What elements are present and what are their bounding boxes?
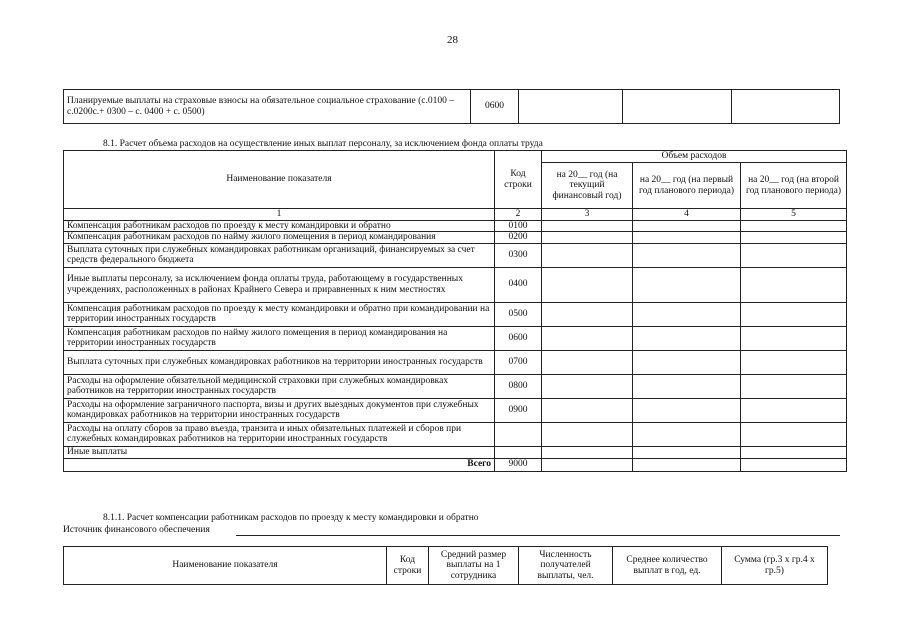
row-value-3 <box>741 374 847 398</box>
row-value-2 <box>633 398 741 422</box>
row-name: Компенсация работникам расходов по найму жилого помещения в период командирования на территории иностранных государств <box>64 326 495 350</box>
row-name: Расходы на оформление обязательной медицинской страховки при служебных командировках работников на территории иностранных государств <box>64 374 495 398</box>
source-label: Источник финансового обеспечения <box>63 525 210 535</box>
header-volume-group: Объем расходов <box>542 151 847 163</box>
total-value-2 <box>633 458 741 471</box>
row-value-2 <box>633 220 741 232</box>
header-year-1: на 20__ год (на текущий финансовый год) <box>542 163 633 209</box>
row-code <box>495 422 542 446</box>
row-name: Иные выплаты <box>64 446 495 458</box>
top-row-code: 0600 <box>471 90 519 124</box>
row-value-2 <box>633 422 741 446</box>
row-code: 0900 <box>495 398 542 422</box>
row-value-2 <box>633 232 741 244</box>
row-value-1 <box>542 243 633 267</box>
section-8-1-title: 8.1. Расчет объема расходов на осуществление иных выплат персоналу, за исключением фонда оплаты труда <box>103 139 543 149</box>
row-code: 0200 <box>495 232 542 244</box>
row-value-1 <box>542 302 633 326</box>
table-row <box>64 446 847 458</box>
row-value-3 <box>741 243 847 267</box>
row-value-1 <box>542 422 633 446</box>
row-name: Иные выплаты персоналу, за исключением фонда оплаты труда, работающему в государственных учреждениях, расположенных в районах Крайнего Севера и приравненных к ним местностях <box>64 267 495 302</box>
total-code: 9000 <box>495 458 542 471</box>
t2-header-recipients: Численность получателей выплаты, чел. <box>519 547 613 585</box>
header-code: Код строки <box>495 151 542 209</box>
row-code: 0400 <box>495 267 542 302</box>
table-row <box>64 232 847 244</box>
row-name: Расходы на оплату сборов за право въезда, транзита и иных обязательных платежей и сборов при служебных командировках работников на территории иностранных государств <box>64 422 495 446</box>
table-row <box>64 302 847 326</box>
row-value-2 <box>633 350 741 374</box>
col-number: 5 <box>741 209 847 221</box>
page-number: 28 <box>447 34 458 46</box>
row-code: 0100 <box>495 220 542 232</box>
expenses-table <box>63 150 847 472</box>
row-value-1 <box>542 232 633 244</box>
row-value-3 <box>741 422 847 446</box>
table-row <box>64 326 847 350</box>
top-row-name: Планируемые выплаты на страховые взносы на обязательное социальное страхование (с.0100 – с.0200с.+ 0300 – с. 0400 + с. 0500) <box>64 90 471 124</box>
header-year-3: на 20__ год (на второй год планового периода) <box>741 163 847 209</box>
table-row <box>64 267 847 302</box>
top-row-value-3 <box>732 90 840 124</box>
row-value-2 <box>633 374 741 398</box>
top-row-table <box>63 89 840 124</box>
row-code: 0700 <box>495 350 542 374</box>
row-value-2 <box>633 302 741 326</box>
row-value-1 <box>542 446 633 458</box>
row-value-3 <box>741 302 847 326</box>
header-year-2: на 20__ год (на первый год планового периода) <box>633 163 741 209</box>
row-code: 0300 <box>495 243 542 267</box>
row-name: Выплата суточных при служебных командировках работников на территории иностранных государств <box>64 350 495 374</box>
row-value-2 <box>633 446 741 458</box>
top-row-value-2 <box>623 90 732 124</box>
row-code: 0500 <box>495 302 542 326</box>
total-value-3 <box>741 458 847 471</box>
row-code: 0600 <box>495 326 542 350</box>
col-number: 2 <box>495 209 542 221</box>
row-name: Компенсация работникам расходов по найму жилого помещения в период командирования <box>64 232 495 244</box>
row-code: 0800 <box>495 374 542 398</box>
table-row <box>64 243 847 267</box>
row-value-1 <box>542 326 633 350</box>
section-8-1-1-title: 8.1.1. Расчет компенсации работникам расходов по проезду к месту командировки и обратно <box>103 513 479 523</box>
table-row <box>64 220 847 232</box>
row-value-1 <box>542 220 633 232</box>
row-value-3 <box>741 220 847 232</box>
t2-header-sum: Сумма (гр.3 x гр.4 x гр.5) <box>722 547 828 585</box>
col-number: 3 <box>542 209 633 221</box>
total-value-1 <box>542 458 633 471</box>
header-name: Наименование показателя <box>64 151 495 209</box>
row-value-3 <box>741 232 847 244</box>
t2-header-code: Код строки <box>387 547 429 585</box>
row-code <box>495 446 542 458</box>
top-row-value-1 <box>519 90 623 124</box>
table-row <box>64 422 847 446</box>
row-value-1 <box>542 267 633 302</box>
total-label: Всего <box>64 458 495 471</box>
row-value-2 <box>633 326 741 350</box>
row-value-2 <box>633 267 741 302</box>
travel-compensation-table <box>63 546 828 585</box>
row-value-3 <box>741 446 847 458</box>
column-numbers-row <box>64 209 847 221</box>
row-name: Расходы на оформление заграничного паспорта, визы и других выездных документов при служебных командировках работников на территории иностранных государств <box>64 398 495 422</box>
row-value-1 <box>542 350 633 374</box>
row-value-3 <box>741 326 847 350</box>
table-row <box>64 374 847 398</box>
col-number: 1 <box>64 209 495 221</box>
row-name: Компенсация работникам расходов по проезду к месту командировки и обратно при командировании на территории иностранных государств <box>64 302 495 326</box>
row-value-3 <box>741 398 847 422</box>
t2-header-avg-count: Среднее количество выплат в год, ед. <box>613 547 722 585</box>
row-name: Компенсация работникам расходов по проезду к месту командировки и обратно <box>64 220 495 232</box>
row-value-3 <box>741 350 847 374</box>
t2-header-avg-payment: Средний размер выплаты на 1 сотрудника <box>429 547 519 585</box>
row-value-1 <box>542 374 633 398</box>
source-input-line[interactable] <box>236 535 840 536</box>
col-number: 4 <box>633 209 741 221</box>
row-value-1 <box>542 398 633 422</box>
table-row <box>64 398 847 422</box>
row-value-2 <box>633 243 741 267</box>
t2-header-name: Наименование показателя <box>64 547 387 585</box>
total-row <box>64 458 847 471</box>
row-name: Выплата суточных при служебных командировках работникам организаций, финансируемых за счет средств федерального бюджета <box>64 243 495 267</box>
table-row <box>64 350 847 374</box>
row-value-3 <box>741 267 847 302</box>
